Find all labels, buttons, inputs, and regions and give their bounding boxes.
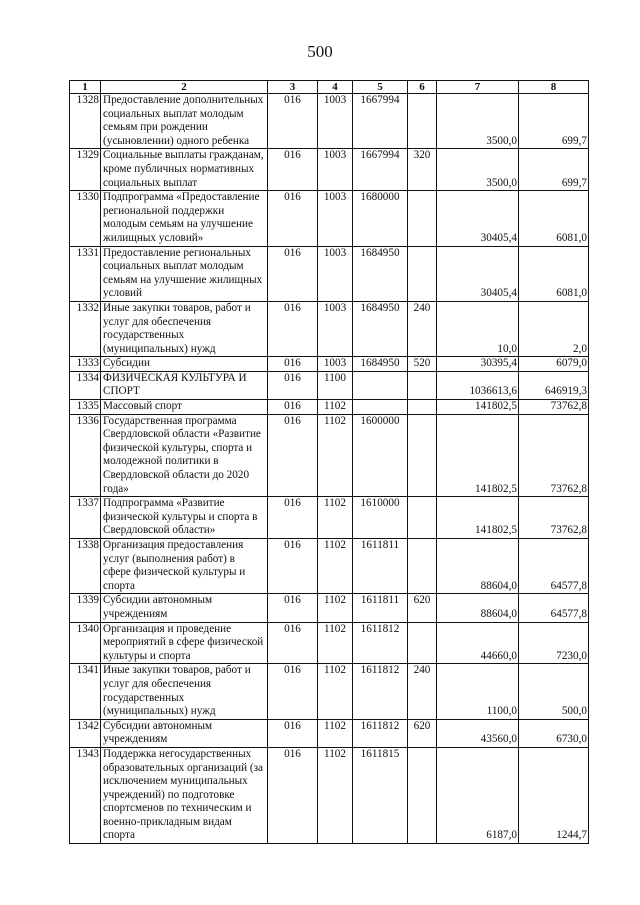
row-name-cell: Предоставление дополнительных социальных выплат молодым семьям при рождении (усыновлении) одного ребенка <box>101 94 268 149</box>
amount-2016-cell: 6079,0 <box>519 357 589 372</box>
row-name-cell: Иные закупки товаров, работ и услуг для обеспечения государственных (муниципальных) нужд <box>101 301 268 356</box>
expense-type-cell <box>408 414 437 497</box>
section-code-cell: 1102 <box>318 414 353 497</box>
section-code-cell: 1102 <box>318 594 353 622</box>
ministry-code-cell: 016 <box>268 594 318 622</box>
ministry-code-cell: 016 <box>268 357 318 372</box>
section-code-cell: 1003 <box>318 357 353 372</box>
amount-2016-cell: 73762,8 <box>519 497 589 539</box>
section-code-cell: 1003 <box>318 191 353 246</box>
amount-2016-cell: 500,0 <box>519 664 589 719</box>
table-row <box>70 246 589 301</box>
amount-2015-cell: 43560,0 <box>437 719 519 747</box>
section-code-cell: 1102 <box>318 719 353 747</box>
target-article-cell: 1600000 <box>353 414 408 497</box>
expense-type-cell: 320 <box>408 149 437 191</box>
row-number-cell: 1336 <box>70 414 101 497</box>
ministry-code-cell: 016 <box>268 191 318 246</box>
amount-2016-cell: 646919,3 <box>519 371 589 399</box>
amount-2016-cell: 699,7 <box>519 94 589 149</box>
target-article-cell <box>353 400 408 415</box>
row-number-cell: 1333 <box>70 357 101 372</box>
row-name-cell: Субсидии <box>101 357 268 372</box>
target-article-cell: 1667994 <box>353 94 408 149</box>
section-code-cell: 1102 <box>318 400 353 415</box>
amount-2016-cell: 699,7 <box>519 149 589 191</box>
ministry-code-cell: 016 <box>268 246 318 301</box>
amount-2015-cell: 141802,5 <box>437 497 519 539</box>
row-name-cell: Поддержка негосударственных образовательных организаций (за исключением муниципальных учреждений) по подготовке спортсменов по техническим и военно-прикладным видам спорта <box>101 747 268 843</box>
table-row <box>70 539 589 594</box>
target-article-cell: 1611812 <box>353 664 408 719</box>
row-number-cell: 1342 <box>70 719 101 747</box>
table-row <box>70 301 589 356</box>
target-article-cell: 1667994 <box>353 149 408 191</box>
section-code-cell: 1003 <box>318 149 353 191</box>
row-number-cell: 1339 <box>70 594 101 622</box>
amount-2016-cell: 6081,0 <box>519 191 589 246</box>
amount-2016-cell: 64577,8 <box>519 539 589 594</box>
row-number-cell: 1343 <box>70 747 101 843</box>
section-code-cell: 1102 <box>318 539 353 594</box>
target-article-cell <box>353 371 408 399</box>
target-article-cell: 1611811 <box>353 594 408 622</box>
row-name-cell: Субсидии автономным учреждениям <box>101 719 268 747</box>
amount-2015-cell: 3500,0 <box>437 149 519 191</box>
amount-2015-cell: 141802,5 <box>437 400 519 415</box>
row-name-cell: Субсидии автономным учреждениям <box>101 594 268 622</box>
row-number-cell: 1341 <box>70 664 101 719</box>
page-number: 500 <box>307 42 333 61</box>
column-header: 2 <box>101 81 268 94</box>
table-row <box>70 191 589 246</box>
ministry-code-cell: 016 <box>268 371 318 399</box>
section-code-cell: 1003 <box>318 94 353 149</box>
amount-2015-cell: 6187,0 <box>437 747 519 843</box>
ministry-code-cell: 016 <box>268 719 318 747</box>
amount-2016-cell: 64577,8 <box>519 594 589 622</box>
ministry-code-cell: 016 <box>268 539 318 594</box>
target-article-cell: 1680000 <box>353 191 408 246</box>
table-row <box>70 497 589 539</box>
amount-2015-cell: 141802,5 <box>437 414 519 497</box>
section-code-cell: 1102 <box>318 747 353 843</box>
target-article-cell: 1611815 <box>353 747 408 843</box>
row-number-cell: 1330 <box>70 191 101 246</box>
amount-2016-cell: 6081,0 <box>519 246 589 301</box>
table-row <box>70 747 589 843</box>
row-name-cell: Государственная программа Свердловской области «Развитие физической культуры, спорта и молодежной политики в Свердловской области до 2020 года» <box>101 414 268 497</box>
target-article-cell: 1611811 <box>353 539 408 594</box>
table-row <box>70 149 589 191</box>
expense-type-cell <box>408 400 437 415</box>
amount-2016-cell: 73762,8 <box>519 414 589 497</box>
header-row <box>70 81 589 94</box>
budget-table <box>69 80 589 844</box>
expense-type-cell <box>408 622 437 664</box>
row-name-cell: Подпрограмма «Предоставление региональной поддержки молодым семьям на улучшение жилищных условий» <box>101 191 268 246</box>
amount-2015-cell: 88604,0 <box>437 539 519 594</box>
ministry-code-cell: 016 <box>268 301 318 356</box>
table-row <box>70 414 589 497</box>
row-number-cell: 1338 <box>70 539 101 594</box>
table-row <box>70 664 589 719</box>
amount-2015-cell: 1100,0 <box>437 664 519 719</box>
ministry-code-cell: 016 <box>268 747 318 843</box>
target-article-cell: 1610000 <box>353 497 408 539</box>
section-code-cell: 1003 <box>318 301 353 356</box>
amount-2015-cell: 30405,4 <box>437 246 519 301</box>
row-name-cell: Организация и проведение мероприятий в сфере физической культуры и спорта <box>101 622 268 664</box>
amount-2015-cell: 30405,4 <box>437 191 519 246</box>
target-article-cell: 1684950 <box>353 357 408 372</box>
ministry-code-cell: 016 <box>268 94 318 149</box>
amount-2016-cell: 7230,0 <box>519 622 589 664</box>
row-number-cell: 1340 <box>70 622 101 664</box>
section-code-cell: 1102 <box>318 497 353 539</box>
amount-2016-cell: 1244,7 <box>519 747 589 843</box>
expense-type-cell <box>408 246 437 301</box>
amount-2015-cell: 44660,0 <box>437 622 519 664</box>
row-name-cell: Массовый спорт <box>101 400 268 415</box>
row-number-cell: 1331 <box>70 246 101 301</box>
section-code-cell: 1003 <box>318 246 353 301</box>
column-header: 4 <box>318 81 353 94</box>
row-number-cell: 1335 <box>70 400 101 415</box>
ministry-code-cell: 016 <box>268 400 318 415</box>
ministry-code-cell: 016 <box>268 414 318 497</box>
expense-type-cell: 240 <box>408 664 437 719</box>
table-row <box>70 594 589 622</box>
row-name-cell: ФИЗИЧЕСКАЯ КУЛЬТУРА И СПОРТ <box>101 371 268 399</box>
row-name-cell: Организация предоставления услуг (выполнения работ) в сфере физической культуры и спорта <box>101 539 268 594</box>
expense-type-cell <box>408 747 437 843</box>
ministry-code-cell: 016 <box>268 664 318 719</box>
column-header: 8 <box>519 81 589 94</box>
expense-type-cell <box>408 497 437 539</box>
amount-2015-cell: 30395,4 <box>437 357 519 372</box>
expense-type-cell: 240 <box>408 301 437 356</box>
row-number-cell: 1337 <box>70 497 101 539</box>
row-number-cell: 1332 <box>70 301 101 356</box>
table-row <box>70 94 589 149</box>
row-number-cell: 1329 <box>70 149 101 191</box>
amount-2015-cell: 3500,0 <box>437 94 519 149</box>
expense-type-cell: 620 <box>408 594 437 622</box>
amount-2016-cell: 6730,0 <box>519 719 589 747</box>
column-header: 1 <box>70 81 101 94</box>
table-row <box>70 371 589 399</box>
table-row <box>70 357 589 372</box>
target-article-cell: 1684950 <box>353 301 408 356</box>
section-code-cell: 1100 <box>318 371 353 399</box>
ministry-code-cell: 016 <box>268 497 318 539</box>
amount-2015-cell: 10,0 <box>437 301 519 356</box>
row-name-cell: Социальные выплаты гражданам, кроме публичных нормативных социальных выплат <box>101 149 268 191</box>
row-number-cell: 1334 <box>70 371 101 399</box>
expense-type-cell <box>408 539 437 594</box>
row-name-cell: Предоставление региональных социальных выплат молодым семьям на улучшение жилищных условий <box>101 246 268 301</box>
expense-type-cell: 520 <box>408 357 437 372</box>
target-article-cell: 1684950 <box>353 246 408 301</box>
row-number-cell: 1328 <box>70 94 101 149</box>
table-row <box>70 622 589 664</box>
ministry-code-cell: 016 <box>268 149 318 191</box>
target-article-cell: 1611812 <box>353 719 408 747</box>
amount-2015-cell: 1036613,6 <box>437 371 519 399</box>
amount-2016-cell: 2,0 <box>519 301 589 356</box>
target-article-cell: 1611812 <box>353 622 408 664</box>
section-code-cell: 1102 <box>318 622 353 664</box>
table-row <box>70 400 589 415</box>
row-name-cell: Подпрограмма «Развитие физической культуры и спорта в Свердловской области» <box>101 497 268 539</box>
ministry-code-cell: 016 <box>268 622 318 664</box>
expense-type-cell <box>408 94 437 149</box>
expense-type-cell <box>408 371 437 399</box>
table-row <box>70 719 589 747</box>
column-header: 3 <box>268 81 318 94</box>
amount-2015-cell: 88604,0 <box>437 594 519 622</box>
column-header: 5 <box>353 81 408 94</box>
expense-type-cell: 620 <box>408 719 437 747</box>
amount-2016-cell: 73762,8 <box>519 400 589 415</box>
column-header: 6 <box>408 81 437 94</box>
section-code-cell: 1102 <box>318 664 353 719</box>
row-name-cell: Иные закупки товаров, работ и услуг для обеспечения государственных (муниципальных) нужд <box>101 664 268 719</box>
column-header: 7 <box>437 81 519 94</box>
expense-type-cell <box>408 191 437 246</box>
